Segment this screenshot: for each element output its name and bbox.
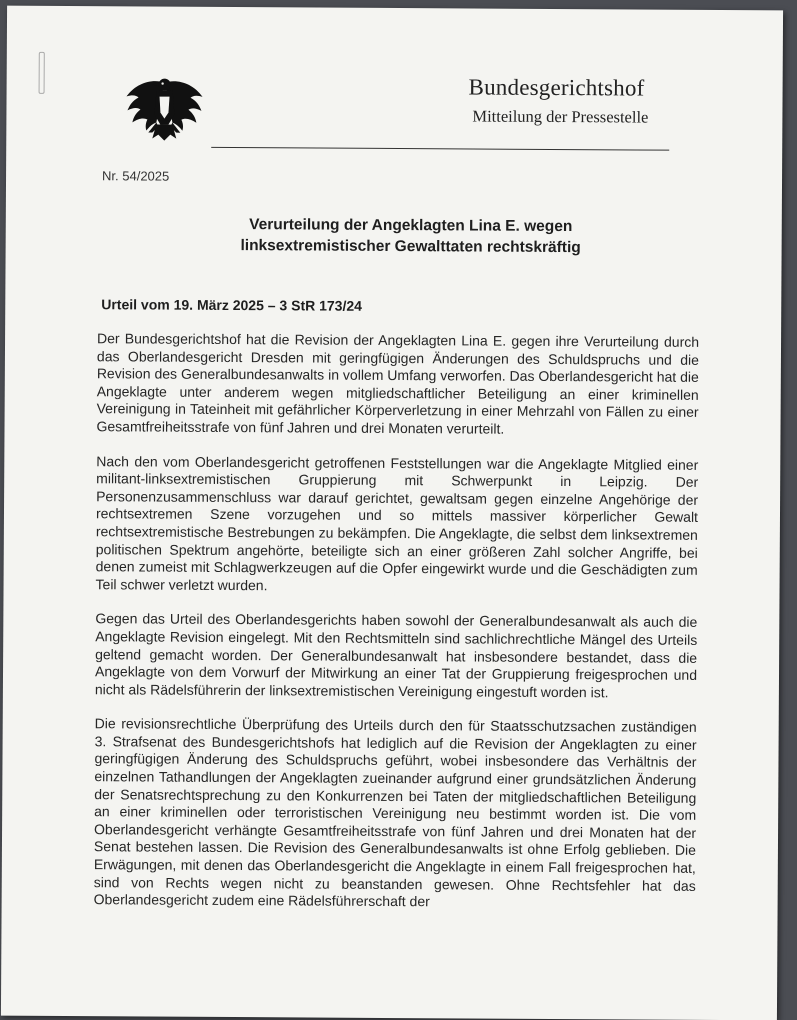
org-name: Bundesgerichtshof — [468, 74, 645, 101]
paragraph: Nach den vom Oberlandesgericht getroffenen Feststellungen war die Angeklagte Mitglied einer militant-linksextremistischen Gruppierung mit Schwerpunkt in Leipzig. Der Personenzusammenschluss war darauf gerichtet, gewaltsam gegen einzelne Angehörige der rechtsextremen Szene vorzugehen und so mittels massiver körperlicher Gewalt rechtsextremistische Bestrebungen zu bekämpfen. Die Angeklagte, die selbst dem linksextremen politischen Spektrum angehörte, beteiligte sich an einer größeren Zahl solcher Angriffe, bei denen zumeist mit Schlagwerkzeugen auf die Opfer eingewirkt wurde und die Geschädigten zum Teil schwer verletzt wurden. — [95, 452, 699, 593]
press-title — [136, 213, 686, 258]
header-org — [468, 74, 648, 127]
press-release-page — [1, 6, 783, 1020]
org-subtitle: Mitteilung der Pressestelle — [472, 106, 649, 127]
paragraph: Gegen das Urteil des Oberlandesgerichts haben sowohl der Generalbundesanwalt als auch die Angeklagte Revision eingelegt. Mit den Rechtsmitteln sind sachlichrechtliche Mängel des Urteils geltend gemacht worden. Der Generalbundesanwalt hat insbesondere bestandet, dass die Angeklagte von dem Vorwurf der Mitwirkung an einer Tat der Gruppierung freigesprochen und nicht als Rädelsführerin der linksextremistischen Vereinigung eingestuft worden ist. — [94, 610, 698, 701]
header-rule — [211, 147, 669, 151]
staple — [39, 52, 45, 94]
title-line: linksextremistischer Gewalttaten rechtskräftig — [240, 237, 581, 257]
paragraph: Die revisionsrechtliche Überprüfung des Urteils durch den für Staatsschutzsachen zuständigen 3. Strafsenat des Bundesgerichtshofs hat lediglich auf die Revision der Angeklagten zu einer geringfügigen Änderung des Schuldspruchs geführt, wobei insbesondere das Verhältnis der einzelnen Tathandlungen der Angeklagten zueinander aufgrund einer grundsätzlichen Änderung der Senatsrechtsprechung zu den Konkurrenzen bei Taten der mitgliedschaftlichen Beteiligung an einer kriminellen oder terroristischen Vereinigung neu bestimmt worden ist. Die vom Oberlandesgericht verhängte Gesamtfreiheitsstrafe von fünf Jahren und drei Monaten hat der Senat bestehen lassen. Die Revision des Generalbundesanwalts ist ohne Erfolg geblieben. Die Erwägungen, mit denen das Oberlandesgericht die Angeklagte in einem Fall freigesprochen hat, sind von Rechts wegen nicht zu beanstanden gewesen. Ohne Rechtsfehler hat das Oberlandesgericht zudem eine Rädelsführerschaft der — [93, 715, 697, 910]
federal-eagle-icon — [122, 72, 206, 145]
title-line: Verurteilung der Angeklagten Lina E. wegen — [249, 216, 573, 236]
judgment-reference: Urteil vom 19. März 2025 – 3 StR 173/24 — [101, 296, 363, 314]
paragraph: Der Bundesgerichtshof hat die Revision der Angeklagten Lina E. gegen ihre Verurteilung durch das Oberlandesgericht Dresden mit geringfügigen Änderungen des Schuldspruchs und die Revision des Generalbundesanwalts in vollem Umfang verworfen. Das Oberlandesgericht hat die Angeklagte unter anderem wegen mitgliedschaftlicher Beteiligung an einer kriminellen Vereinigung in Tateinheit mit gefährlicher Körperverletzung in einer Mehrzahl von Fällen zu einer Gesamtfreiheitsstrafe von fünf Jahren und drei Monaten verurteilt. — [96, 330, 700, 437]
body-text — [93, 330, 699, 929]
press-number: Nr. 54/2025 — [102, 168, 170, 184]
